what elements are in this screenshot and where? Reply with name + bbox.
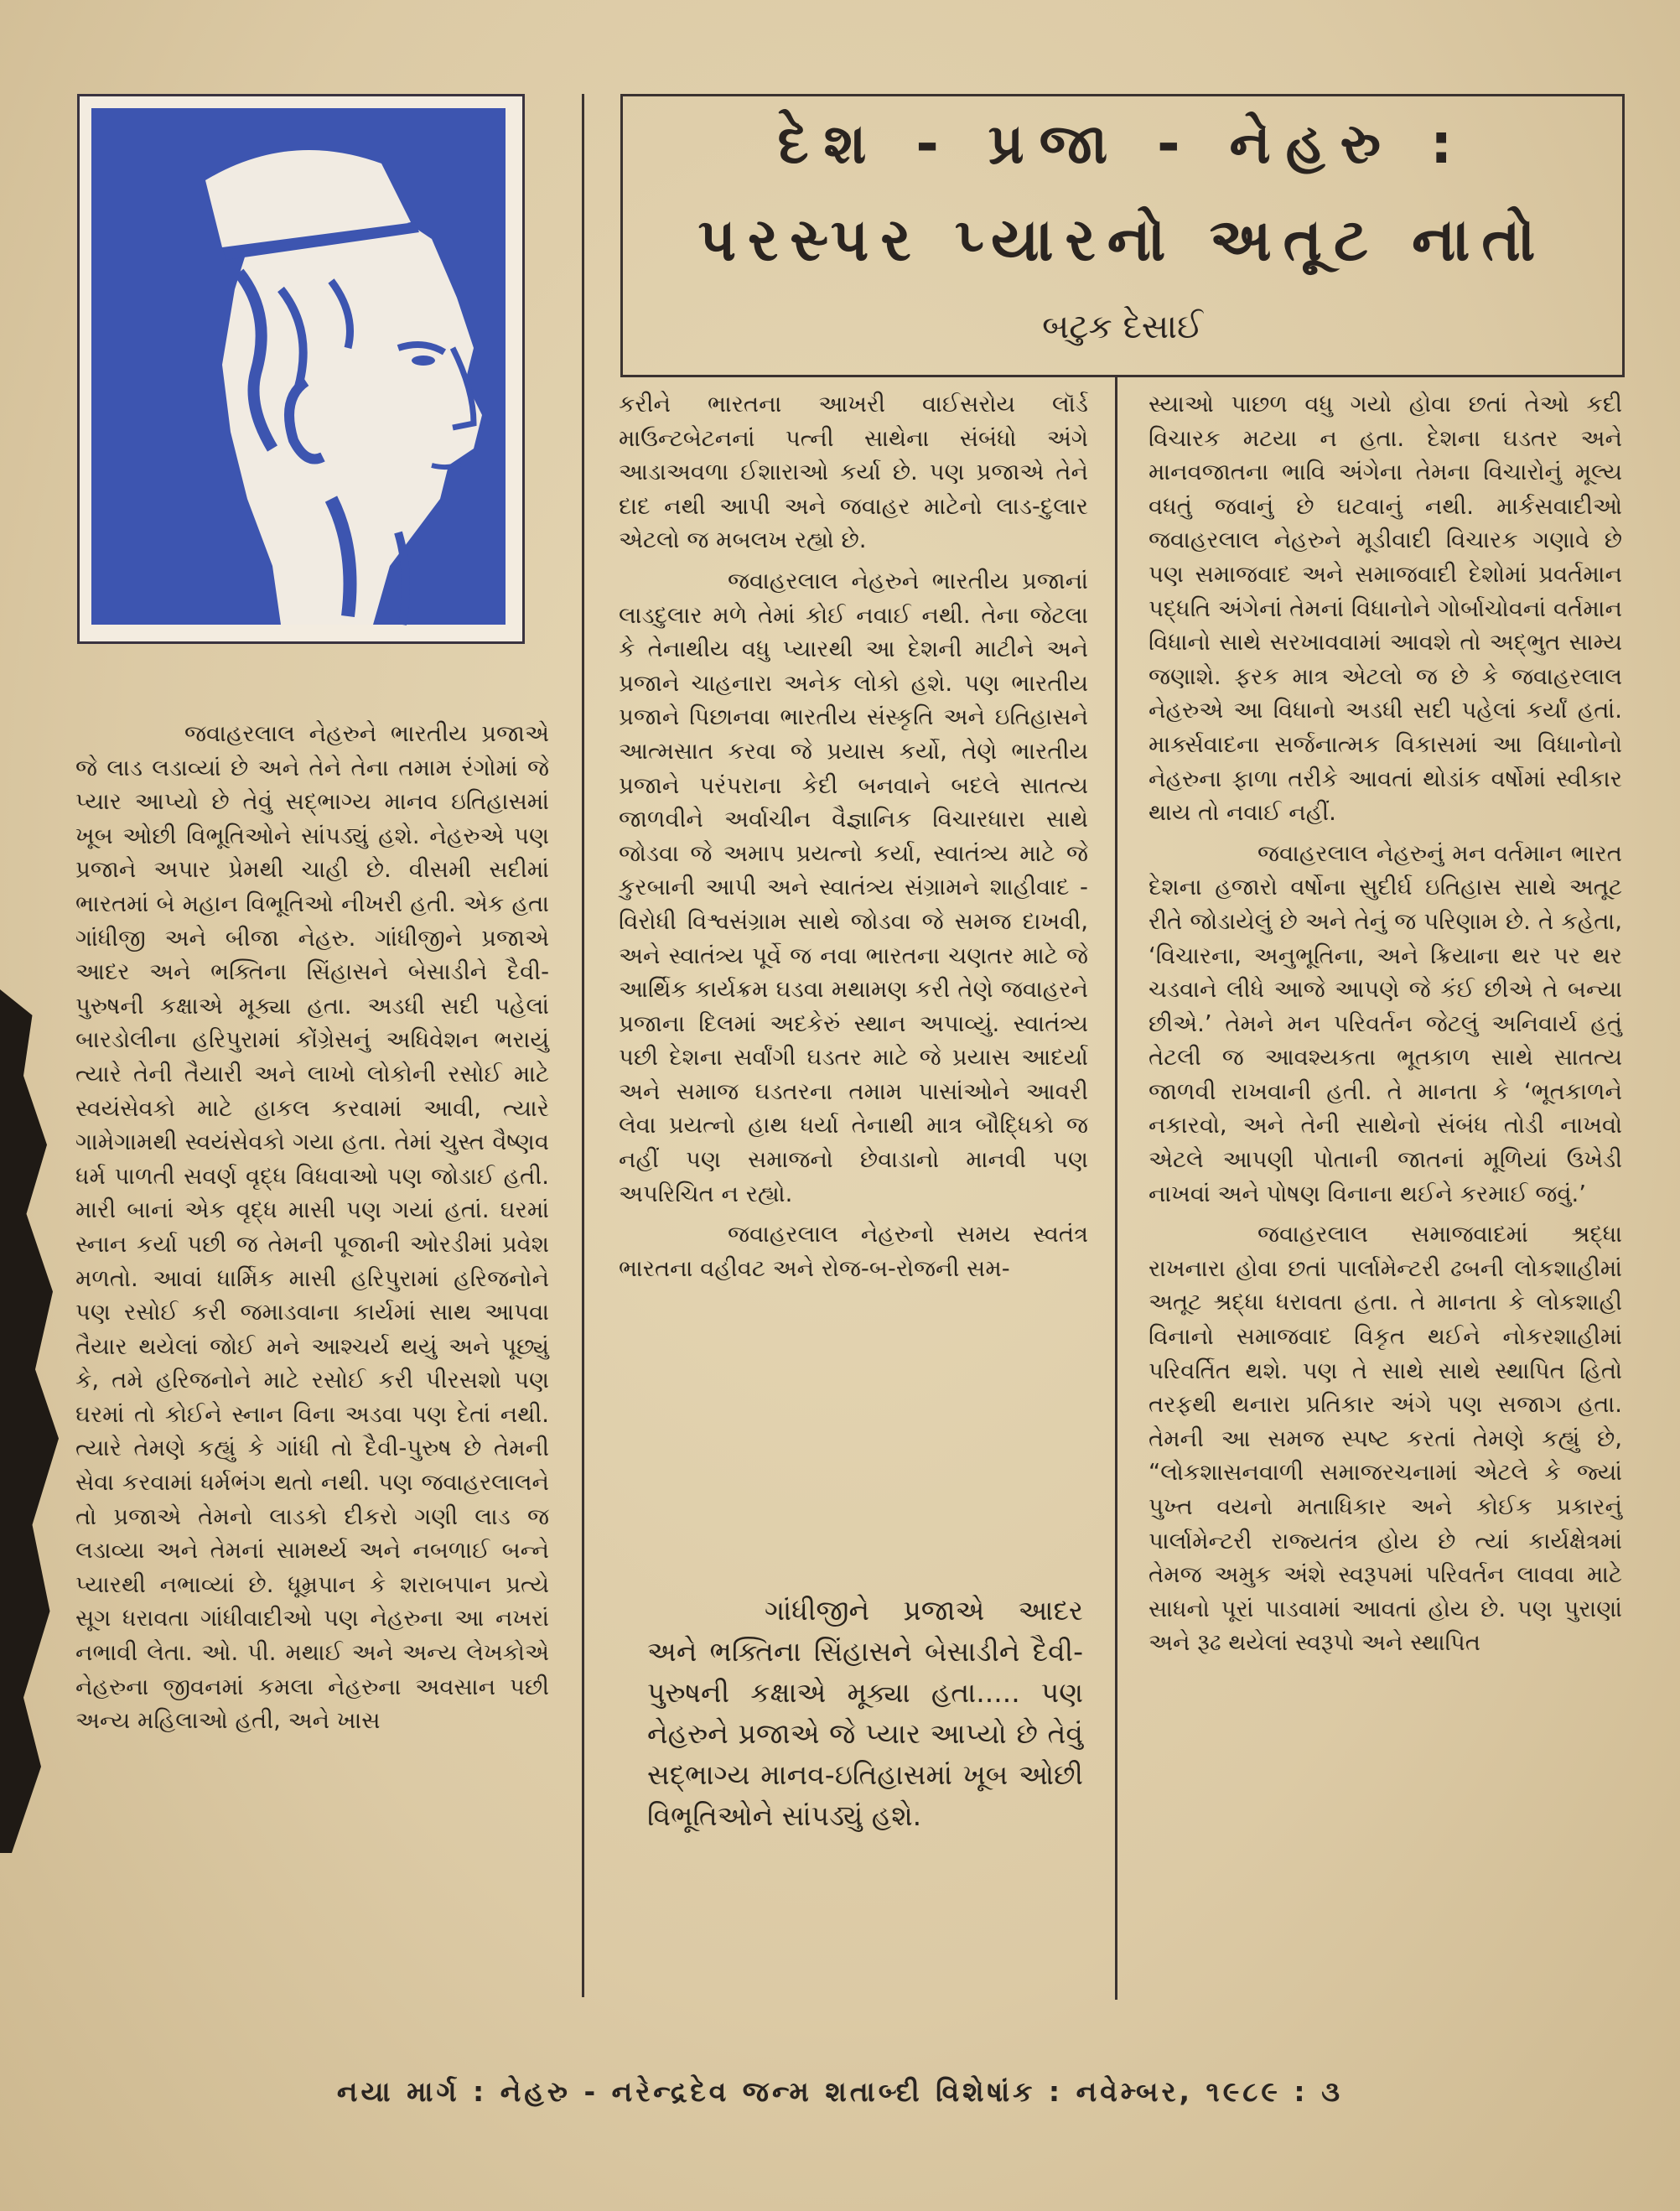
column-rule-right xyxy=(1115,377,1117,2000)
pull-quote-text: ગાંધીજીને પ્રજાએ આદર અને ભક્તિના સિંહાસને બેસાડીને દૈવી-પુરુષની કક્ષાએ મૂક્યા હતા..... પણ નેહરુને પ્રજાએ જે પ્યાર આપ્યો છે તેવું સદ્ભાગ્ય માનવ-ઇતિહાસમાં ખૂબ ઓછી વિભૂતિઓને સાંપડ્યું હશે. xyxy=(647,1594,1083,1832)
article-column-left xyxy=(75,717,549,1738)
nehru-portrait xyxy=(77,94,525,644)
paragraph: જવાહરલાલ સમાજવાદમાં શ્રદ્ધા રાખનારા હોવા છતાં પાર્લામેન્ટરી ઢબની લોકશાહીમાં અતૂટ શ્રદ્ધા ધરાવતા હતા. તે માનતા કે લોકશાહી વિનાનો સમાજવાદ વિકૃત થઈને નોકરશાહીમાં પરિવર્તિત થશે. પણ તે સાથે સાથે સ્થાપિત હિતો તરફથી થનારા પ્રતિકાર અંગે પણ સજાગ હતા. તેમની આ સમજ સ્પષ્ટ કરતાં તેમણે કહ્યું છે, “લોકશાસનવાળી સમાજરચનામાં એટલે કે જ્યાં પુખ્ત વયનો મતાધિકાર અને કોઈક પ્રકારનું પાર્લામેન્ટરી રાજ્યતંત્ર હોય છે ત્યાં કાર્યક્ષેત્રમાં તેમજ અમુક અંશે સ્વરૂપમાં પરિવર્તન લાવવા માટે સાધનો પૂરાં પાડવામાં આવતાં હોય છે. પણ પુરાણાં અને રૂઢ થયેલાં સ્વરૂપો અને સ્થાપિત xyxy=(1149,1221,1622,1657)
page-footer: નયા માર્ગ : નેહરુ - નરેન્દ્રદેવ જન્મ શતાબ્દી વિશેષાંક : નવેમ્બર, ૧૯૮૯ : ૩ xyxy=(336,2075,1344,2108)
paragraph: કરીને ભારતના આખરી વાઈસરોય લૉર્ડ માઉન્ટબેટનનાં પત્ની સાથેના સંબંધો અંગે આડાઅવળા ઈશારાઓ કર્યા છે. પણ પ્રજાએ તેને દાદ નથી આપી અને જવાહર માટેનો લાડ-દુલાર એટલો જ મબલખ રહ્યો છે. xyxy=(619,391,1088,554)
headline-line2: પરસ્પર પ્યારનો અતૂટ નાતો xyxy=(697,205,1548,274)
paragraph: જવાહરલાલ નેહરુને ભારતીય પ્રજાએ જે લાડ લડાવ્યાં છે અને તેને તેના તમામ રંગોમાં જે પ્યાર આપ્યો છે તેવું સદ્ભાગ્ય માનવ ઇતિહાસમાં ખૂબ ઓછી વિભૂતિઓને સાંપડ્યું હશે. નેહરુએ પણ પ્રજાને અપાર પ્રેમથી ચાહી છે. વીસમી સદીમાં ભારતમાં બે મહાન વિભૂતિઓ નીખરી હતી. એક હતા ગાંધીજી અને બીજા નેહરુ. ગાંધીજીને પ્રજાએ આદર અને ભક્તિના સિંહાસને બેસાડીને દૈવી-પુરુષની કક્ષાએ મૂક્યા હતા. અડધી સદી પહેલાં બારડોલીના હરિપુરામાં કોંગ્રેસનું અધિવેશન ભરાયું ત્યારે તેની તૈયારી અને લાખો લોકોની રસોઈ માટે સ્વયંસેવકો માટે હાકલ કરવામાં આવી, ત્યારે ગામેગામથી સ્વયંસેવકો ગયા હતા. તેમાં ચુસ્ત વૈષ્ણવ ધર્મ પાળતી સવર્ણ વૃદ્ધ વિધવાઓ પણ જોડાઈ હતી. મારી બાનાં એક વૃદ્ધ માસી પણ ગયાં હતાં. ઘરમાં સ્નાન કર્યા પછી જ તેમની પૂજાની ઓરડીમાં પ્રવેશ મળતો. આવાં ધાર્મિક માસી હરિપુરામાં હરિજનોને પણ રસોઈ કરી જમાડવાના કાર્યમાં સાથ આપવા તૈયાર થયેલાં જોઈ મને આશ્ચર્ય થયું અને પૂછ્યું કે, તમે હરિજનોને માટે રસોઈ કરી પીરસશો પણ ઘરમાં તો કોઈને સ્નાન વિના અડવા પણ દેતાં નથી. ત્યારે તેમણે કહ્યું કે ગાંધી તો દૈવી-પુરુષ છે તેમની સેવા કરવામાં ધર્મભંગ થતો નથી. પણ જવાહરલાલને તો પ્રજાએ તેમનો લાડકો દીકરો ગણી લાડ જ લડાવ્યા અને તેમનાં સામર્થ્ય અને નબળાઈ બન્ને પ્યારથી નભાવ્યાં છે. ધૂમ્રપાન કે શરાબપાન પ્રત્યે સૂગ ધરાવતા ગાંધીવાદીઓ પણ નેહરુના આ નખરાં નભાવી લેતા. ઓ. પી. મથાઈ અને અન્ય લેખકોએ નેહરુના જીવનમાં કમલા નેહરુના અવસાન પછી અન્ય મહિલાઓ હતી, અને ખાસ xyxy=(75,720,549,1735)
paragraph: સ્યાઓ પાછળ વધુ ગયો હોવા છતાં તેઓ કદી વિચારક મટયા ન હતા. દેશના ઘડતર અને માનવજાતના ભાવિ અંગેના તેમના વિચારોનું મૂલ્ય વધતું જવાનું છે ઘટવાનું નથી. માર્કસવાદીઓ જવાહરલાલ નેહરુને મૂડીવાદી વિચારક ગણાવે છે પણ સમાજવાદ અને સમાજવાદી દેશોમાં પ્રવર્તમાન પદ્ધતિ અંગેનાં તેમનાં વિધાનોને ગોર્બાચોવનાં વર્તમાન વિધાનો સાથે સરખાવવામાં આવશે તો અદ્ભુત સામ્ય જણાશે. ફરક માત્ર એટલો જ છે કે જવાહરલાલ નેહરુએ આ વિધાનો અડધી સદી પહેલાં કર્યાં હતાં. માર્ક્સવાદના સર્જનાત્મક વિકાસમાં આ વિધાનોનો નેહરુના ફાળા તરીકે આવતાં થોડાંક વર્ષોમાં સ્વીકાર થાય તો નવાઈ નહીં. xyxy=(1149,391,1622,827)
paragraph: જવાહરલાલ નેહરુનું મન વર્તમાન ભારત દેશના હજારો વર્ષોના સુદીર્ઘ ઇતિહાસ સાથે અતૂટ રીતે જોડાયેલું છે અને તેનું જ પરિણામ છે. તે કહેતા, ‘વિચારના, અનુભૂતિના, અને ક્રિયાના થર પર થર ચડવાને લીધે આજે આપણે જે કંઈ છીએ તે બન્યા છીએ.’ તેમને મન પરિવર્તન જેટલું અનિવાર્ય હતું તેટલી જ આવશ્યકતા ભૂતકાળ સાથે સાતત્ય જાળવી રાખવાની હતી. તે માનતા કે ‘ભૂતકાળને નકારવો, અને તેની સાથેનો સંબંધ તોડી નાખવો એટલે આપણી પોતાની જાતનાં મૂળિયાં ઉખેડી નાખવાં અને પોષણ વિનાના થઈને કરમાઈ જવું.’ xyxy=(1149,839,1622,1207)
article-column-middle xyxy=(619,387,1088,1285)
column-rule-left xyxy=(582,94,584,1997)
author-byline: બટુક દેસાઈ xyxy=(1042,308,1203,346)
paragraph: જવાહરલાલ નેહરુનો સમય સ્વતંત્ર ભારતના વહીવટ અને રોજ-બ-રોજની સમ- xyxy=(619,1221,1088,1282)
headline-line1: દેશ - પ્રજા - નેહરુ : xyxy=(777,112,1468,176)
portrait-image xyxy=(80,96,517,636)
paragraph: જવાહરલાલ નેહરુને ભારતીય પ્રજાનાં લાડદુલાર મળે તેમાં કોઈ નવાઈ નથી. તેના જેટલા કે તેનાથીય વધુ પ્યારથી આ દેશની માટીને અને પ્રજાને ચાહનારા અનેક લોકો હશે. પણ ભારતીય પ્રજાને પિછાનવા ભારતીય સંસ્કૃતિ અને ઇતિહાસને આત્મસાત કરવા જે પ્રયાસ કર્યો, તેણે ભારતીય પ્રજાને પરંપરાના કેદી બનવાને બદલે સાતત્ય જાળવીને અર્વાચીન વૈજ્ઞાનિક વિચારધારા સાથે જોડવા જે અમાપ પ્રયત્નો કર્યા, સ્વાતંત્ર્ય માટે જે કુરબાની આપી અને સ્વાતંત્ર્ય સંગ્રામને શાહીવાદ - વિરોધી વિશ્વસંગ્રામ સાથે જોડવા જે સમજ દાખવી, અને સ્વાતંત્ર્ય પૂર્વે જ નવા ભારતના ચણતર માટે જે આર્થિક કાર્યક્રમ ઘડવા મથામણ કરી તેણે જવાહરને પ્રજાના દિલમાં અદકેરું સ્થાન અપાવ્યું. સ્વાતંત્ર્ય પછી દેશના સર્વાંગી ઘડતર માટે જે પ્રયાસ આદર્યા અને સમાજ ઘડતરના તમામ પાસાંઓને આવરી લેવા પ્રયત્નો હાથ ધર્યા તેનાથી માત્ર બૌદ્ધિકો જ નહીં પણ સમાજનો છેવાડાનો માનવી પણ અપરિચિત ન રહ્યો. xyxy=(619,567,1088,1207)
title-box xyxy=(620,94,1625,377)
article-column-right xyxy=(1149,387,1622,1660)
pull-quote xyxy=(647,1590,1083,1836)
